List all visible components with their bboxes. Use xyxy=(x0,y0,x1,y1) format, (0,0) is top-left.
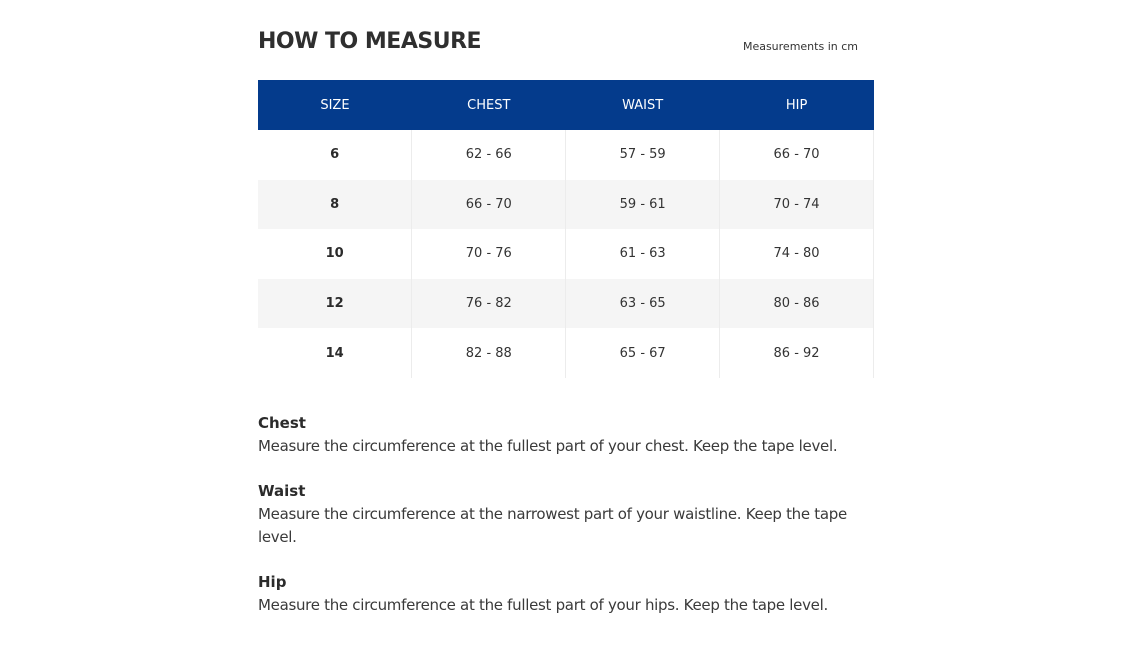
chest-cell: 62 - 66 xyxy=(412,130,566,180)
chest-cell: 76 - 82 xyxy=(412,279,566,329)
table-row xyxy=(258,328,874,378)
table-row xyxy=(258,130,874,180)
guide-item-text: Measure the circumference at the fullest part of your hips. Keep the tape level. xyxy=(258,595,828,614)
column-header-size: SIZE xyxy=(258,80,412,130)
chest-cell: 66 - 70 xyxy=(412,180,566,230)
waist-cell: 59 - 61 xyxy=(566,180,720,230)
table-row xyxy=(258,180,874,230)
guide-item-title: Chest xyxy=(258,413,306,432)
waist-cell: 63 - 65 xyxy=(566,279,720,329)
hip-cell: 66 - 70 xyxy=(720,130,874,180)
guide-item-hip xyxy=(258,571,874,617)
column-header-chest: CHEST xyxy=(412,80,566,130)
size-cell: 10 xyxy=(258,229,412,279)
waist-cell: 57 - 59 xyxy=(566,130,720,180)
size-guide xyxy=(258,26,874,639)
hip-cell: 86 - 92 xyxy=(720,328,874,378)
size-guide-header xyxy=(258,26,874,80)
hip-cell: 74 - 80 xyxy=(720,229,874,279)
waist-cell: 65 - 67 xyxy=(566,328,720,378)
measuring-guide xyxy=(258,412,874,617)
guide-item-title: Hip xyxy=(258,572,287,591)
size-cell: 8 xyxy=(258,180,412,230)
guide-item-chest xyxy=(258,412,874,458)
guide-item-text: Measure the circumference at the narrowest part of your waistline. Keep the tape level. xyxy=(258,504,847,546)
column-header-hip: HIP xyxy=(720,80,874,130)
size-cell: 12 xyxy=(258,279,412,329)
guide-item-waist xyxy=(258,480,874,549)
units-note: Measurements in cm xyxy=(742,40,858,53)
waist-cell: 61 - 63 xyxy=(566,229,720,279)
guide-item-title: Waist xyxy=(258,481,306,500)
chest-cell: 70 - 76 xyxy=(412,229,566,279)
guide-item-text: Measure the circumference at the fullest part of your chest. Keep the tape level. xyxy=(258,436,838,455)
table-header-row xyxy=(258,80,874,130)
chest-cell: 82 - 88 xyxy=(412,328,566,378)
size-cell: 6 xyxy=(258,130,412,180)
page-title: HOW TO MEASURE xyxy=(258,29,482,54)
hip-cell: 80 - 86 xyxy=(720,279,874,329)
hip-cell: 70 - 74 xyxy=(720,180,874,230)
column-header-waist: WAIST xyxy=(566,80,720,130)
table-row xyxy=(258,229,874,279)
size-chart-table xyxy=(258,80,874,378)
size-cell: 14 xyxy=(258,328,412,378)
table-row xyxy=(258,279,874,329)
